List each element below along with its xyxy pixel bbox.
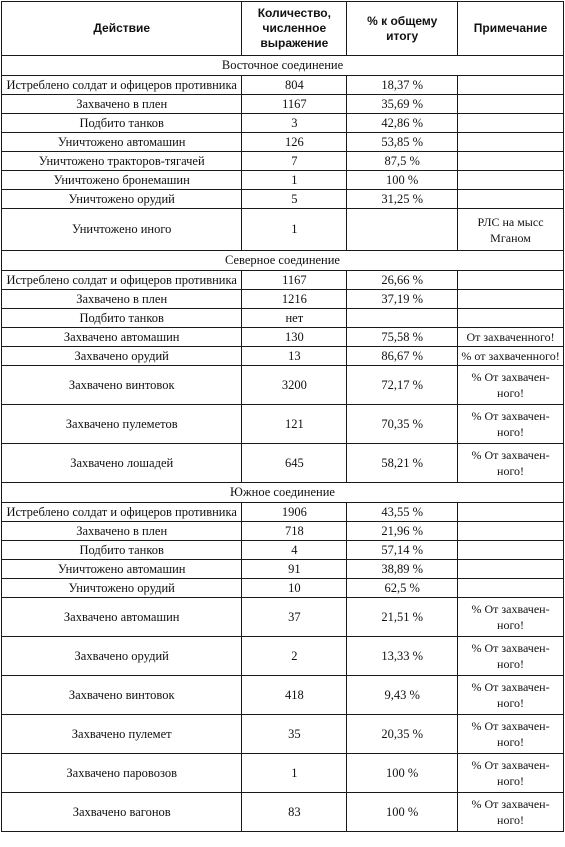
cell-note <box>458 190 564 209</box>
table-row <box>2 754 564 793</box>
cell-note: % от захваченного! <box>458 347 564 366</box>
cell-quantity: 804 <box>242 76 347 95</box>
cell-note: % От захвачен-ного! <box>458 444 564 483</box>
cell-percent: 58,21 % <box>347 444 458 483</box>
cell-action: Захвачено лошадей <box>2 444 242 483</box>
cell-percent: 38,89 % <box>347 560 458 579</box>
cell-quantity: 2 <box>242 637 347 676</box>
cell-percent: 18,37 % <box>347 76 458 95</box>
table-row <box>2 271 564 290</box>
cell-note <box>458 76 564 95</box>
cell-note <box>458 114 564 133</box>
table-row <box>2 637 564 676</box>
cell-quantity: 10 <box>242 579 347 598</box>
cell-quantity: 1906 <box>242 503 347 522</box>
cell-quantity: 1 <box>242 754 347 793</box>
table-row <box>2 579 564 598</box>
cell-action: Захвачено автомашин <box>2 328 242 347</box>
cell-quantity: 4 <box>242 541 347 560</box>
cell-action: Захвачено вагонов <box>2 793 242 832</box>
cell-percent: 100 % <box>347 793 458 832</box>
cell-action: Уничтожено орудий <box>2 190 242 209</box>
cell-percent: 100 % <box>347 754 458 793</box>
cell-note: % От захвачен-ного! <box>458 598 564 637</box>
cell-quantity: 645 <box>242 444 347 483</box>
cell-percent: 86,67 % <box>347 347 458 366</box>
cell-quantity: 1167 <box>242 95 347 114</box>
section-header-row <box>2 56 564 76</box>
cell-percent: 57,14 % <box>347 541 458 560</box>
cell-percent <box>347 209 458 251</box>
cell-note <box>458 579 564 598</box>
cell-percent: 43,55 % <box>347 503 458 522</box>
table-row <box>2 133 564 152</box>
cell-action: Истреблено солдат и офицеров противника <box>2 271 242 290</box>
cell-percent: 21,51 % <box>347 598 458 637</box>
header-quantity: Количество, численное выражение <box>242 2 347 56</box>
cell-note <box>458 560 564 579</box>
table-row <box>2 715 564 754</box>
cell-action: Захвачено пулемет <box>2 715 242 754</box>
cell-action: Захвачено в плен <box>2 522 242 541</box>
cell-action: Захвачено орудий <box>2 637 242 676</box>
cell-action: Уничтожено автомашин <box>2 133 242 152</box>
section-header-row <box>2 251 564 271</box>
cell-percent: 53,85 % <box>347 133 458 152</box>
cell-quantity: 3 <box>242 114 347 133</box>
cell-action: Уничтожено бронемашин <box>2 171 242 190</box>
header-row <box>2 2 564 56</box>
cell-quantity: 13 <box>242 347 347 366</box>
table-row <box>2 290 564 309</box>
cell-percent: 13,33 % <box>347 637 458 676</box>
cell-action: Захвачено в плен <box>2 290 242 309</box>
table-row <box>2 209 564 251</box>
cell-action: Уничтожено автомашин <box>2 560 242 579</box>
cell-percent: 75,58 % <box>347 328 458 347</box>
header-action: Действие <box>2 2 242 56</box>
cell-note: % От захвачен-ного! <box>458 715 564 754</box>
table-row <box>2 522 564 541</box>
table-row <box>2 152 564 171</box>
cell-note <box>458 133 564 152</box>
cell-quantity: 126 <box>242 133 347 152</box>
cell-percent: 21,96 % <box>347 522 458 541</box>
cell-note: % От захвачен-ного! <box>458 366 564 405</box>
table-row <box>2 171 564 190</box>
cell-note <box>458 522 564 541</box>
cell-note <box>458 503 564 522</box>
cell-percent: 35,69 % <box>347 95 458 114</box>
section-title: Южное соединение <box>2 483 564 503</box>
section-title: Восточное соединение <box>2 56 564 76</box>
cell-percent: 70,35 % <box>347 405 458 444</box>
cell-action: Истреблено солдат и офицеров противника <box>2 503 242 522</box>
table-row <box>2 560 564 579</box>
cell-action: Захвачено паровозов <box>2 754 242 793</box>
cell-percent: 20,35 % <box>347 715 458 754</box>
cell-action: Захвачено автомашин <box>2 598 242 637</box>
section-header-row <box>2 483 564 503</box>
cell-percent: 42,86 % <box>347 114 458 133</box>
cell-quantity: 718 <box>242 522 347 541</box>
cell-note <box>458 171 564 190</box>
cell-percent: 31,25 % <box>347 190 458 209</box>
header-percent: % к общему итогу <box>347 2 458 56</box>
table-row <box>2 114 564 133</box>
cell-quantity: 35 <box>242 715 347 754</box>
cell-note <box>458 541 564 560</box>
cell-note: % От захвачен-ного! <box>458 637 564 676</box>
cell-action: Подбито танков <box>2 114 242 133</box>
table-row <box>2 405 564 444</box>
cell-note <box>458 290 564 309</box>
cell-quantity: 1 <box>242 171 347 190</box>
cell-note: % От захвачен-ного! <box>458 405 564 444</box>
cell-action: Захвачено винтовок <box>2 676 242 715</box>
cell-note: От захваченного! <box>458 328 564 347</box>
cell-quantity: нет <box>242 309 347 328</box>
cell-quantity: 83 <box>242 793 347 832</box>
cell-quantity: 5 <box>242 190 347 209</box>
cell-percent: 26,66 % <box>347 271 458 290</box>
cell-action: Захвачено орудий <box>2 347 242 366</box>
cell-note <box>458 309 564 328</box>
cell-quantity: 1 <box>242 209 347 251</box>
cell-action: Уничтожено орудий <box>2 579 242 598</box>
table-body <box>2 56 564 832</box>
cell-percent: 9,43 % <box>347 676 458 715</box>
table-row <box>2 366 564 405</box>
table-row <box>2 95 564 114</box>
cell-percent <box>347 309 458 328</box>
cell-percent: 72,17 % <box>347 366 458 405</box>
cell-quantity: 1216 <box>242 290 347 309</box>
table-row <box>2 444 564 483</box>
cell-quantity: 130 <box>242 328 347 347</box>
cell-action: Истреблено солдат и офицеров противника <box>2 76 242 95</box>
table-row <box>2 309 564 328</box>
cell-quantity: 3200 <box>242 366 347 405</box>
cell-note <box>458 95 564 114</box>
cell-action: Захвачено пулеметов <box>2 405 242 444</box>
cell-action: Подбито танков <box>2 309 242 328</box>
cell-quantity: 121 <box>242 405 347 444</box>
section-title: Северное соединение <box>2 251 564 271</box>
table-row <box>2 347 564 366</box>
cell-note: РЛС на мысс Мганом <box>458 209 564 251</box>
cell-note: % От захвачен-ного! <box>458 793 564 832</box>
results-table <box>1 1 564 832</box>
cell-percent: 100 % <box>347 171 458 190</box>
cell-quantity: 37 <box>242 598 347 637</box>
cell-note <box>458 271 564 290</box>
cell-percent: 62,5 % <box>347 579 458 598</box>
cell-percent: 87,5 % <box>347 152 458 171</box>
table-row <box>2 76 564 95</box>
table-row <box>2 503 564 522</box>
table-row <box>2 328 564 347</box>
cell-quantity: 91 <box>242 560 347 579</box>
cell-action: Уничтожено иного <box>2 209 242 251</box>
cell-action: Подбито танков <box>2 541 242 560</box>
cell-quantity: 7 <box>242 152 347 171</box>
cell-percent: 37,19 % <box>347 290 458 309</box>
table-row <box>2 676 564 715</box>
header-note: Примечание <box>458 2 564 56</box>
table-row <box>2 793 564 832</box>
cell-action: Уничтожено тракторов-тягачей <box>2 152 242 171</box>
cell-note: % От захвачен-ного! <box>458 754 564 793</box>
cell-quantity: 1167 <box>242 271 347 290</box>
table-row <box>2 541 564 560</box>
table-row <box>2 598 564 637</box>
cell-action: Захвачено в плен <box>2 95 242 114</box>
cell-quantity: 418 <box>242 676 347 715</box>
cell-note <box>458 152 564 171</box>
cell-action: Захвачено винтовок <box>2 366 242 405</box>
cell-note: % От захвачен-ного! <box>458 676 564 715</box>
table-row <box>2 190 564 209</box>
